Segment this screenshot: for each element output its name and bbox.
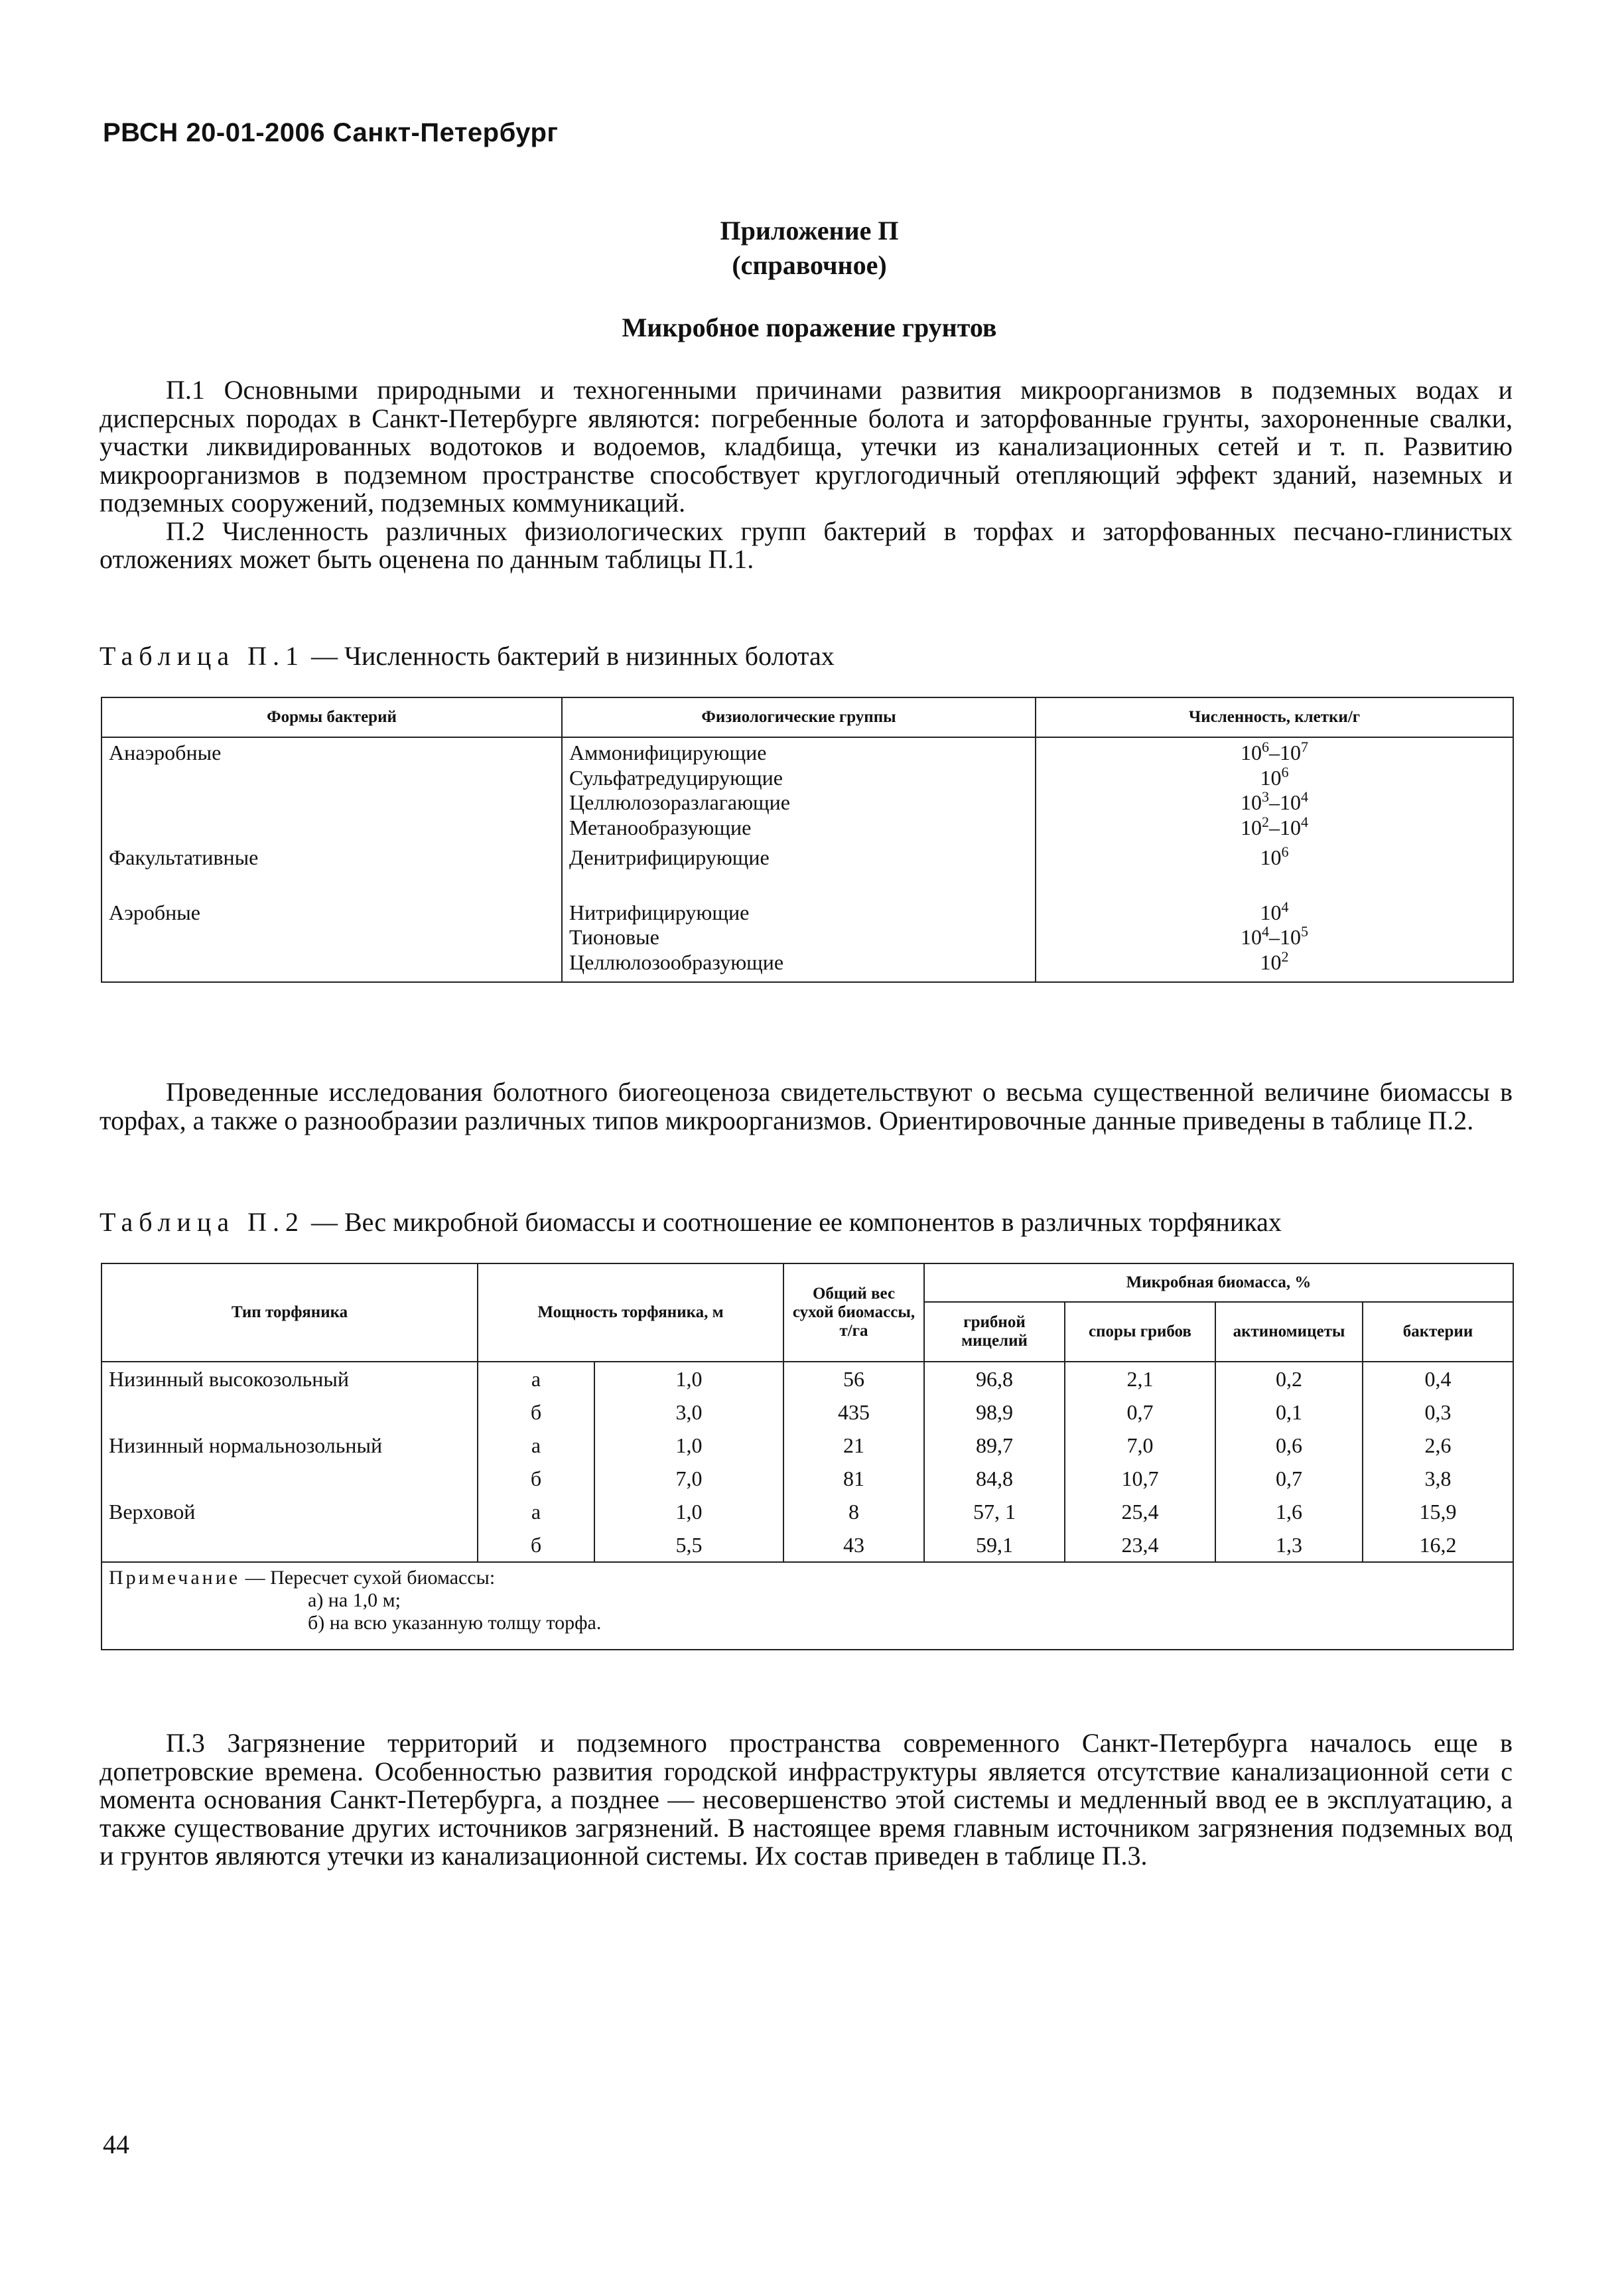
mycelium-value: 59,1 (924, 1528, 1065, 1562)
total-dry-weight: 8 (783, 1495, 924, 1528)
count-value (1043, 900, 1506, 926)
count-base: 10 (1241, 925, 1262, 949)
intro-text (100, 376, 1513, 574)
count-base: 10 (1241, 815, 1262, 839)
paragraph-p1: П.1 Основными природными и техногенными причинами развития микроорганизмов в подземных водах и дисперсных породах в Санкт-Петербурге являются: погребенные болота и заторфованные грунты, захороненные свалки, участки ликвидированных водотоков и водоемов, кладбища, утечки из канализационных сетей и т. п. Развитию микроорганизмов в подземном пространстве способствует круглогодичный отепляющий эффект зданий, наземных и подземных сооружений, подземных коммуникаций. (100, 375, 1513, 518)
spores-value: 23,4 (1065, 1528, 1215, 1562)
table2-header-mycelium: грибной мицелий (924, 1302, 1065, 1362)
count-exponent: 2 (1281, 948, 1289, 965)
table-row (102, 1429, 1513, 1462)
mycelium-value: 89,7 (924, 1429, 1065, 1462)
table2-caption (100, 1206, 1282, 1238)
group-name: Целлюлозообразующие (569, 950, 784, 974)
physiological-groups (562, 898, 1036, 983)
group-name: Сульфатредуцирующие (569, 765, 783, 790)
variant: б (478, 1528, 594, 1562)
note-item-a: а) на 1,0 м; (308, 1589, 401, 1611)
cell-counts (1036, 737, 1513, 843)
count-exponent: 5 (1301, 923, 1308, 940)
table-row (102, 898, 1513, 983)
peat-type (102, 1396, 478, 1429)
thickness-value: 7,0 (594, 1462, 783, 1495)
group-name: Денитрифицирующие (569, 845, 770, 869)
range-dash: – (1269, 815, 1280, 839)
table-row (102, 1528, 1513, 1562)
actinomycetes-value: 0,2 (1215, 1362, 1363, 1396)
bacteria-form: Аэробные (102, 898, 562, 983)
count-exponent: 6 (1281, 763, 1289, 780)
mycelium-value: 57, 1 (924, 1495, 1065, 1528)
variant: а (478, 1362, 594, 1396)
spores-value: 0,7 (1065, 1396, 1215, 1429)
note-text: — Пересчет сухой биомассы: (240, 1567, 496, 1589)
count-base: 10 (1280, 741, 1301, 764)
actinomycetes-value: 1,6 (1215, 1495, 1363, 1528)
thickness-value: 5,5 (594, 1528, 783, 1562)
physiological-groups (562, 843, 1036, 898)
actinomycetes-value: 0,1 (1215, 1396, 1363, 1429)
bacteria-value: 0,4 (1363, 1362, 1513, 1396)
group-name: Нитрифицирующие (569, 900, 750, 924)
bacteria-value: 2,6 (1363, 1429, 1513, 1462)
table2-caption-text: — Вес микробной биомассы и соотношение ее компонентов в различных торфяниках (304, 1207, 1282, 1237)
thickness-value: 1,0 (594, 1362, 783, 1396)
table-row (102, 1362, 1513, 1396)
table-microbial-biomass (101, 1263, 1514, 1650)
thickness-value: 1,0 (594, 1495, 783, 1528)
count-exponent: 4 (1281, 898, 1289, 915)
count-base: 10 (1260, 765, 1282, 790)
bacteria-value: 0,3 (1363, 1396, 1513, 1429)
actinomycetes-value: 0,7 (1215, 1462, 1363, 1495)
thickness-value: 1,0 (594, 1429, 783, 1462)
count-base: 10 (1280, 790, 1301, 814)
table2-header-spores: споры грибов (1065, 1302, 1215, 1362)
table1-header-count: Численность, клетки/г (1036, 697, 1513, 737)
count-base: 10 (1260, 900, 1282, 924)
document-header: РВСН 20-01-2006 Санкт-Петербург (103, 118, 559, 147)
mycelium-value: 98,9 (924, 1396, 1065, 1429)
group-name: Тионовые (569, 925, 659, 949)
group-name: Аммонифицирующие (569, 741, 767, 764)
appendix-title: Приложение П (720, 216, 899, 246)
bacteria-value: 3,8 (1363, 1462, 1513, 1495)
actinomycetes-value: 1,3 (1215, 1528, 1363, 1562)
peat-type (102, 1528, 478, 1562)
variant: б (478, 1462, 594, 1495)
spores-value: 25,4 (1065, 1495, 1215, 1528)
table2-header-thickness: Мощность торфяника, м (478, 1263, 783, 1362)
count-exponent: 4 (1301, 813, 1308, 830)
count-value (1043, 741, 1506, 766)
physiological-groups (562, 737, 1036, 843)
variant: а (478, 1495, 594, 1528)
closing-text (100, 1729, 1513, 1871)
note-item-b: б) на всю указанную толщу торфа. (308, 1612, 602, 1634)
count-exponent: 7 (1301, 739, 1308, 755)
mycelium-value: 96,8 (924, 1362, 1065, 1396)
count-exponent: 6 (1281, 843, 1289, 860)
table1-caption-text: — Численность бактерий в низинных болотах (304, 641, 835, 671)
range-dash: – (1269, 925, 1280, 949)
total-dry-weight: 435 (783, 1396, 924, 1429)
table2-note (102, 1562, 1513, 1650)
middle-text (100, 1078, 1513, 1135)
spacer (569, 871, 1028, 895)
peat-type (102, 1462, 478, 1495)
table-bacteria-count (101, 697, 1514, 983)
page-number: 44 (103, 2129, 129, 2159)
count-exponent: 3 (1262, 788, 1269, 805)
variant: а (478, 1429, 594, 1462)
table-row (102, 1462, 1513, 1495)
peat-type: Низинный высокозольный (102, 1362, 478, 1396)
paragraph-p2: П.2 Численность различных физиологических групп бактерий в торфах и заторфованных песчано-глинистых отложениях может быть оценена по данным таблицы П.1. (100, 516, 1513, 574)
count-base: 10 (1260, 845, 1282, 869)
variant: б (478, 1396, 594, 1429)
table2-header-total: Общий вес сухой биомассы, т/га (783, 1263, 924, 1362)
table2-note-row (102, 1562, 1513, 1650)
total-dry-weight: 81 (783, 1462, 924, 1495)
table2-header-type: Тип торфяника (102, 1263, 478, 1362)
mycelium-value: 84,8 (924, 1462, 1065, 1495)
count-value (1043, 950, 1506, 975)
count-base: 10 (1280, 815, 1301, 839)
total-dry-weight: 56 (783, 1362, 924, 1396)
section-title: Микробное поражение грунтов (622, 313, 997, 342)
appendix-heading (100, 214, 1519, 283)
spores-value: 10,7 (1065, 1462, 1215, 1495)
spores-value: 2,1 (1065, 1362, 1215, 1396)
table1-header-groups: Физиологические группы (562, 697, 1036, 737)
table-row (102, 1495, 1513, 1528)
spores-value: 7,0 (1065, 1429, 1215, 1462)
bacteria-form: Факультативные (102, 843, 562, 898)
cell-counts (1036, 898, 1513, 983)
count-value (1043, 925, 1506, 950)
table1-caption (100, 640, 835, 672)
table2-header-microbial: Микробная биомасса, % (924, 1263, 1513, 1302)
note-label: Примечание (109, 1567, 241, 1589)
range-dash: – (1269, 741, 1280, 764)
total-dry-weight: 43 (783, 1528, 924, 1562)
peat-type: Верховой (102, 1495, 478, 1528)
count-base: 10 (1260, 950, 1282, 974)
table1-header-forms: Формы бактерий (102, 697, 562, 737)
count-value (1043, 813, 1506, 841)
peat-type: Низинный нормальнозольный (102, 1429, 478, 1462)
count-exponent: 2 (1262, 813, 1269, 830)
count-value (1043, 790, 1506, 816)
bacteria-value: 15,9 (1363, 1495, 1513, 1528)
count-base: 10 (1241, 790, 1262, 814)
group-name: Метанообразующие (569, 815, 752, 839)
table2-body (102, 1362, 1513, 1562)
table2-header-bacteria: бактерии (1363, 1302, 1513, 1362)
table1-body (102, 737, 1513, 982)
table2-header-actinomycetes: актиномицеты (1215, 1302, 1363, 1362)
total-dry-weight: 21 (783, 1429, 924, 1462)
bacteria-value: 16,2 (1363, 1528, 1513, 1562)
actinomycetes-value: 0,6 (1215, 1429, 1363, 1462)
paragraph-p4: П.3 Загрязнение территорий и подземного пространства современного Санкт-Петербурга началось еще в допетровские времена. Особенностью развития городской инфраструктуры является отсутствие канализационной сети с момента основания Санкт-Петербурга, а позднее — несовершенство этой системы и медленный ввод ее в эксплуатацию, а также существование других источников загрязнений. В настоящее время главным источником загрязнения подземных вод и грунтов являются утечки из канализационной системы. Их состав приведен в таблице П.3. (100, 1728, 1513, 1871)
count-value (1043, 845, 1506, 871)
table1-caption-label: Таблица П.1 (100, 641, 304, 671)
count-base: 10 (1241, 741, 1262, 764)
appendix-subtitle: (справочное) (732, 250, 887, 280)
bacteria-form: Анаэробные (102, 737, 562, 843)
table-row (102, 1396, 1513, 1429)
count-exponent: 6 (1262, 739, 1269, 755)
group-name: Целлюлозоразлагающие (569, 790, 790, 814)
table-row (102, 843, 1513, 898)
count-exponent: 4 (1262, 923, 1269, 940)
count-exponent: 4 (1301, 788, 1308, 805)
count-value (1043, 763, 1506, 791)
count-base: 10 (1280, 925, 1301, 949)
paragraph-p3: Проведенные исследования болотного биогеоценоза свидетельствуют о весьма существенной величине биомассы в торфах, а также о разнообразии различных типов микроорганизмов. Ориентировочные данные приведены в таблице П.2. (100, 1077, 1513, 1135)
thickness-value: 3,0 (594, 1396, 783, 1429)
table2-caption-label: Таблица П.2 (100, 1207, 304, 1237)
cell-counts (1036, 843, 1513, 898)
range-dash: – (1269, 790, 1280, 814)
table-row (102, 737, 1513, 843)
